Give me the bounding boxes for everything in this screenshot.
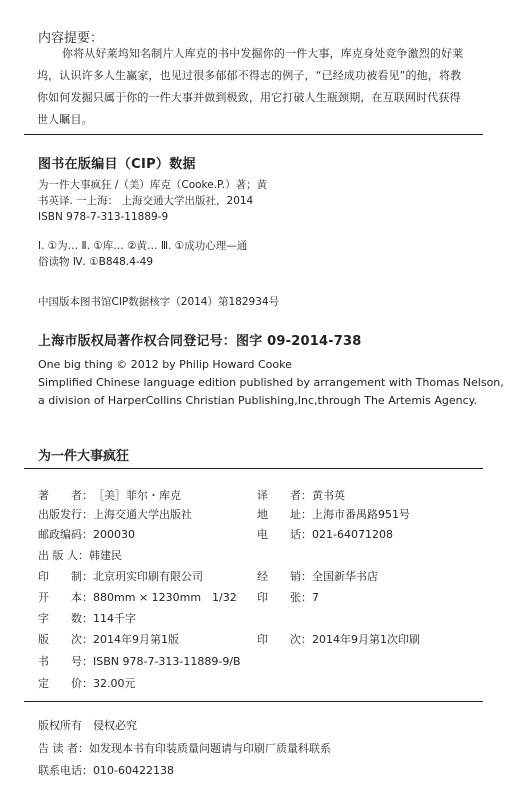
info-value: 200030 <box>93 528 135 541</box>
contact-label: 联系电话： <box>38 764 93 777</box>
info-value: ［美］菲尔・库克 <box>93 489 181 502</box>
english-rights-notice <box>38 356 504 410</box>
cip-line: 为一件大事疯狂 /（美）库克（Cooke.P.）著；黄 <box>38 179 268 191</box>
info-label: 出版发行： <box>38 508 93 521</box>
info-publisher-head <box>38 547 122 563</box>
cip-classification <box>38 238 298 270</box>
info-phone <box>257 526 393 542</box>
info-label: 经 销： <box>257 570 312 583</box>
info-label: 邮政编码： <box>38 528 93 541</box>
info-label: 开 本： <box>38 591 93 604</box>
contact-phone <box>38 762 174 778</box>
info-label: 书 号： <box>38 655 93 668</box>
info-label: 电 话： <box>257 528 312 541</box>
info-sheets <box>257 589 319 605</box>
info-label: 著 者： <box>38 489 93 502</box>
info-label: 定 价： <box>38 677 93 690</box>
contact-value: 010-60422138 <box>93 764 174 777</box>
info-label: 地 址： <box>257 508 312 521</box>
english-line: Simplified Chinese language edition published by arrangement with Thomas Nelson, <box>38 376 504 389</box>
cip-line: ISBN 978-7-313-11889-9 <box>38 211 169 223</box>
info-words <box>38 610 136 626</box>
divider-info <box>24 468 483 469</box>
english-line: a division of HarperCollins Christian Publishing,Inc,through The Artemis Agency. <box>38 394 478 407</box>
info-publisher <box>38 506 192 522</box>
divider-footer <box>24 701 483 702</box>
info-label: 字 数： <box>38 612 93 625</box>
info-value: 韩建民 <box>89 549 122 562</box>
info-price <box>38 675 136 691</box>
info-distributor <box>257 568 378 584</box>
info-value: 880mm × 1230mm 1/32 <box>93 591 237 604</box>
info-isbn <box>38 653 241 669</box>
info-value: 黄书英 <box>312 489 345 502</box>
info-format <box>38 589 237 605</box>
info-value: ISBN 978-7-313-11889-9/B <box>93 655 241 668</box>
info-value: 上海市番禺路951号 <box>312 508 410 521</box>
info-translator <box>257 487 345 503</box>
info-value: 021-64071208 <box>312 528 393 541</box>
cip-check-number: 中国版本图书馆CIP数据核字（2014）第182934号 <box>38 296 280 308</box>
reader-notice-text: 如发现本书有印装质量问题请与印刷厂质量科联系 <box>89 742 331 755</box>
info-value: 114千字 <box>93 612 136 625</box>
rights-notice: 版权所有 侵权必究 <box>38 719 137 732</box>
summary-body: 你将从好莱坞知名制片人库克的书中发掘你的一件大事，库克身处竞争激烈的好莱坞，认识许多人生赢家，也见过很多郁郁不得志的例子，“已经成功被看见”的他，将教你如何发掘只属于你的一件大事并做到极致，用它打破人生瓶颈期，在互联网时代获得世人瞩目。 <box>37 47 464 126</box>
info-edition <box>38 631 179 647</box>
cip-class-line: 俗读物 Ⅳ. ①B848.4-49 <box>38 256 154 268</box>
info-printer <box>38 568 203 584</box>
info-value: 2014年9月第1版 <box>93 633 179 646</box>
cip-record <box>38 177 298 225</box>
divider-top <box>24 134 483 135</box>
cip-line: 书英译. 一上海： 上海交通大学出版社，2014 <box>38 195 254 207</box>
info-value: 2014年9月第1次印刷 <box>312 633 420 646</box>
info-label: 印 次： <box>257 633 312 646</box>
info-value: 北京玥实印刷有限公司 <box>93 570 203 583</box>
reader-notice-label: 告 读 者： <box>38 742 89 755</box>
info-label: 版 次： <box>38 633 93 646</box>
info-label: 印 制： <box>38 570 93 583</box>
book-title: 为一件大事疯狂 <box>38 449 130 464</box>
info-label: 译 者： <box>257 489 312 502</box>
summary-title: 内容提要： <box>38 31 104 46</box>
cip-title: 图书在版编目（CIP）数据 <box>38 157 196 172</box>
info-label: 印 张： <box>257 591 312 604</box>
english-line: One big thing © 2012 by Philip Howard Cooke <box>38 358 292 371</box>
info-postcode <box>38 526 135 542</box>
cip-class-line: Ⅰ. ①为… Ⅱ. ①库… ②黄… Ⅲ. ①成功心理—通 <box>38 240 248 252</box>
info-value: 全国新华书店 <box>312 570 378 583</box>
info-value: 7 <box>312 591 319 604</box>
info-value: 上海交通大学出版社 <box>93 508 192 521</box>
copyright-registration: 上海市版权局著作权合同登记号：图字 09-2014-738 <box>38 334 362 349</box>
info-address <box>257 506 410 522</box>
info-label: 出 版 人： <box>38 549 89 562</box>
reader-notice <box>38 740 331 756</box>
info-author <box>38 487 181 503</box>
info-printing <box>257 631 420 647</box>
info-value: 32.00元 <box>93 677 136 690</box>
